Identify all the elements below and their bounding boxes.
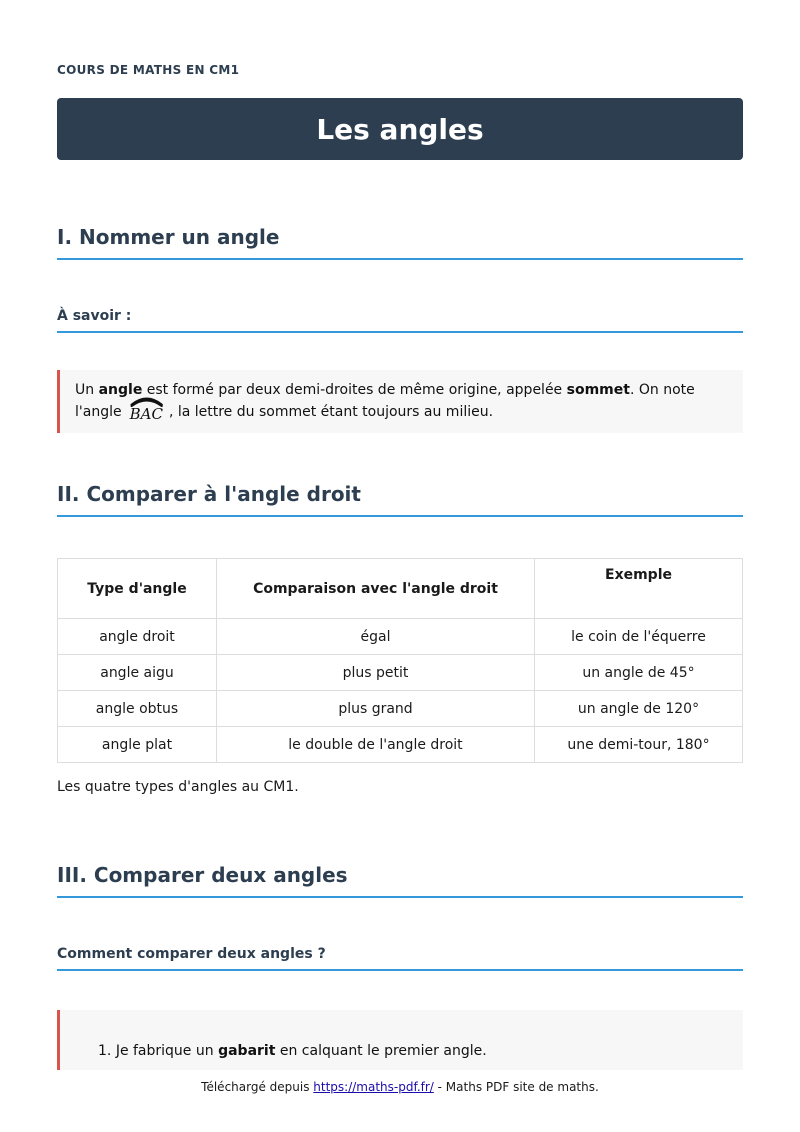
footer-link[interactable]: https://maths-pdf.fr/	[313, 1080, 434, 1094]
callout-bold-angle: angle	[98, 382, 143, 398]
table-cell: angle plat	[58, 727, 217, 763]
table-caption: Les quatre types d'angles au CM1.	[57, 779, 299, 795]
course-kicker: COURS DE MATHS EN CM1	[57, 63, 240, 77]
section-heading-2: II. Comparer à l'angle droit	[57, 482, 743, 517]
table-cell: le coin de l'équerre	[535, 619, 743, 655]
footer-text: - Maths PDF site de maths.	[433, 1080, 599, 1094]
step-bold-gabarit: gabarit	[218, 1043, 276, 1059]
callout-text: , la lettre du sommet étant toujours au milieu.	[168, 404, 494, 420]
footer-text: Téléchargé depuis	[201, 1080, 314, 1094]
callout-text: est formé par deux demi-droites de même origine, appelée	[142, 382, 567, 398]
page-title: Les angles	[316, 112, 484, 146]
table-header-cell: Exemple	[535, 559, 743, 619]
table-row	[58, 619, 743, 655]
step-text: Je fabrique un	[115, 1043, 219, 1059]
angle-comparison-table	[57, 558, 743, 763]
definition-callout	[57, 370, 743, 433]
callout-text: . On note l'angle	[75, 382, 695, 420]
table-header-row	[58, 559, 743, 619]
table-cell: le double de l'angle droit	[217, 727, 535, 763]
table-cell: une demi-tour, 180°	[535, 727, 743, 763]
angle-notation	[130, 400, 163, 424]
method-callout	[57, 1010, 743, 1070]
table-cell: un angle de 45°	[535, 655, 743, 691]
table-row	[58, 691, 743, 727]
angle-hat-icon	[130, 397, 163, 407]
callout-text: Un	[75, 382, 99, 398]
section-heading-1: I. Nommer un angle	[57, 225, 743, 260]
table-cell: angle droit	[58, 619, 217, 655]
table-cell: un angle de 120°	[535, 691, 743, 727]
step-number: 1.	[98, 1043, 112, 1059]
section-heading-3: III. Comparer deux angles	[57, 863, 743, 898]
page-footer	[0, 1080, 800, 1094]
table-row	[58, 655, 743, 691]
subheading-a-savoir: À savoir :	[57, 308, 743, 333]
table-cell: plus grand	[217, 691, 535, 727]
table-cell: angle aigu	[58, 655, 217, 691]
table-cell: angle obtus	[58, 691, 217, 727]
table-header-cell: Type d'angle	[58, 559, 217, 619]
subheading-comment-comparer: Comment comparer deux angles ?	[57, 946, 743, 971]
step-text: en calquant le premier angle.	[275, 1043, 487, 1059]
table-cell: égal	[217, 619, 535, 655]
title-banner	[57, 98, 743, 160]
table-cell: plus petit	[217, 655, 535, 691]
table-row	[58, 727, 743, 763]
angle-notation-letters: BAC	[129, 405, 163, 423]
callout-bold-sommet: sommet	[566, 382, 630, 398]
table-header-cell: Comparaison avec l'angle droit	[217, 559, 535, 619]
